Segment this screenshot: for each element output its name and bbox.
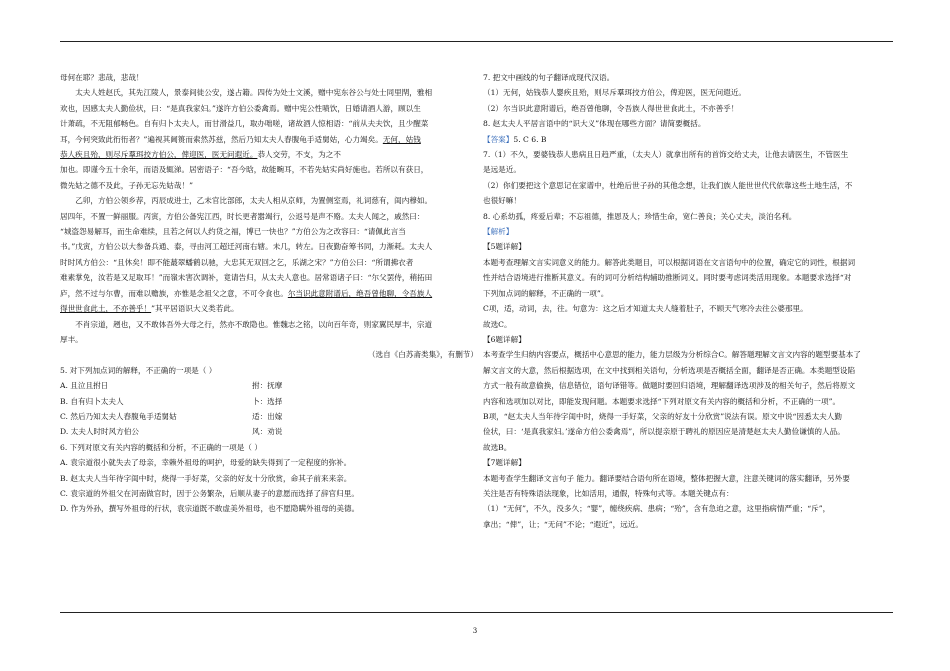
underlined-sentence: 恭人疾且殆，则尽斥羣珥挍方伯公，俾迎医，医无问遐近。 <box>60 150 258 160</box>
section-heading: 【6题详解】 <box>483 334 526 344</box>
question-7-stem: 7. 把文中画线的句子翻译成现代汉语。 <box>483 73 615 82</box>
text-line: 母何在耶？悲哉，悲哉！ <box>60 73 144 82</box>
text-line: 本题考查理解文言实词意义的能力。解答此类题目，可以根据词语在文言语句中的位置，确定它的词性，根据词 <box>483 257 856 267</box>
text-line: 本考查学生归纳内容要点，概括中心意思的能力，能力层级为分析综合C。解答题理解文言文内容的题型要基本了 <box>483 350 861 360</box>
text-line: 耳，今何突致此衎衎者？”遍视其阃篑而索然苏兹，然后乃知太夫人舂腹龟手适舅姑，心力竭矣。无何，姑钱 <box>60 134 421 144</box>
text-line: 太夫人姓赵氏，其先江陵人，景泰间徙公安，遂占籍。四传为处士文溪，赠中宪东谷公与处士同里閈，雅相 <box>75 88 433 98</box>
page-number: 3 <box>472 627 478 635</box>
text-line: C项，适，动词，去，往。句意为：这之后才知道太夫人缝着肚子，不顾天气寒冷去往公婆那里。 <box>483 304 808 314</box>
left-column <box>60 70 478 517</box>
text-line: B项，“赵太夫人当年待字闺中时，烧得一手好菜，父亲的好友十分欣赏”说法有误。原文中说“因悉太夫人勤 <box>483 411 842 421</box>
text-line: 加也。即谨今五十余年，而语及辄涕。居密语子：“吾今晗，故能畹耳，不若先姑实尚好施也。若所以有获日， <box>60 165 429 175</box>
text-line: 难素掌免，汝若是又足取耳！”而嶺未害次调补，竟请告归，从太夫人意也。居常语诸子曰：“尔父罢侍，稍拓田 <box>60 273 433 283</box>
option-b: B. 自有归卜太夫人 卜：选择 <box>60 396 283 406</box>
text-line: （1）“无何”，不久，没多久；“婴”，缠绕疾病、患病；“殆”，含有急迫之意，这里指病情严重；“斥”， <box>483 504 831 514</box>
text-line: 是远是近。 <box>483 165 521 175</box>
text-line: 计萧疏，不无阻郁畅色。自有归卜太夫人，而甘滑益几，取办咄嗟，诸故酒人惊相语：“前从夫夫饮，且少醒菜 <box>60 119 429 129</box>
option-a: A. 袁宗道很小就失去了母亲，幸赖外祖母的呵护，母爱的缺失得到了一定程度的弥补。 <box>60 458 352 468</box>
question-8-stem: 8. 赵太夫人平居言语中的“识大义”体现在哪些方面？请简要概括。 <box>483 119 706 129</box>
text-line: 下列加点词的解释，不正确的一项”。 <box>483 288 609 298</box>
text-line: 时时风方伯公：“且休矣！即不能蕞翠蟠鹤以驰，大忠其无双回之乞，乐湖之宋？”方伯公曰：“所谓拂衣者 <box>60 257 414 267</box>
underlined-sentence: 得世世食此土，不亦善乎！ <box>60 304 152 314</box>
text-line: 乙卯，方伯公领乡荐，丙辰成进士，乙未官比部郎，太夫人相从京师，为置侧室焉，礼词慈有，闺内穆如。 <box>75 196 433 206</box>
option-c: C. 然后乃知太夫人舂腹龟手适舅姑 适：出嫁 <box>60 411 283 421</box>
text-line: 方式一般有故意偷换，信息错位，语句译错等。做题时要回归语境，理解翻译选项涉及的相关句子，然后将原文 <box>483 381 856 391</box>
question-5-stem: 5. 对下列加点词的解释，不正确的一项是（ ） <box>60 365 217 375</box>
text-line: 故选C。 <box>483 319 512 329</box>
text-line: 内容和选项加以对比，即能发现问题。本题要求选择“下列对原文有关内容的概括和分析，不正确的一项”。 <box>483 396 841 406</box>
question-6-stem: 6. 下列对原文有关内容的概括和分析，不正确的一项是（ ） <box>60 442 262 452</box>
source-note: （选自《白苏斋类集》，有删节） <box>367 350 478 360</box>
right-column <box>483 70 893 532</box>
text-line: 性并结合语境进行推断其意义。有的词可分析结构辅助推断词义。同时要考虑词类活用现象。本题要求选择“对 <box>483 273 852 283</box>
text-line: 7.（1）不久，要婆钱恭人患病且日趋严重，（太夫人）就拿出所有的首饰交给丈夫，让他去请医生，不管医生 <box>483 150 849 160</box>
question-7-part-1: （1）无何，姑钱恭人婴疾且殆，则尽斥羣珥挍方伯公，俾迎医，医无问遐近。 <box>483 88 747 98</box>
text-line: （2）你们要把这个意思记在家谱中，杜绝后世子孙的其他念想，让我们族人能世世代代依靠这些土地生活，不 <box>483 180 853 190</box>
text-line: 解文言文的大意，然后根据选项，在文中找到相关语句，分析选项是否概括全面，翻译是否正确。本类题型设陷 <box>483 365 856 375</box>
section-heading: 【5题详解】 <box>483 242 526 252</box>
option-a: A. 且泣且拊日 拊：抚摩 <box>60 381 283 391</box>
question-7-part-2: （2）尔当识此意附谱后，绝吾曾他聊，令吾族人得世世食此土，不亦善乎！ <box>483 103 739 113</box>
text-line: 拿出；“俾”，让；“无问”不论；“遐近”，远近。 <box>483 519 643 529</box>
text-line: 厚丰。 <box>60 334 83 344</box>
answer-tag: 【答案】 <box>483 134 514 144</box>
option-c: C. 袁宗道的外祖父在河南做官时，因于公务繁杂，后顺从妻子的意愿而选择了辞官归里。 <box>60 488 359 498</box>
text-line: 书。”戊寅，方伯公以大参备兵通、泰，寻由河工超迁河南右辖。未几，转左。日夜勤奋筹书同，力渐耗。太夫人 <box>60 242 433 252</box>
section-heading: 【7题详解】 <box>483 458 526 468</box>
text-line: 得世世食此土，不亦善乎！”其平居语识大义类若此。 <box>60 304 239 314</box>
text-line: 庐，然不过与尔曹，而难以赡族，亦惟是念祖父之意，不可令食也。尔当识此意附谱后，绝吾曾他聊，令吾族人 <box>60 288 433 298</box>
text-line: 不肖宗道，趔也，又不敢体吾外大母之行，然亦不敢隐也。惟魏志之铭，以向百年奇，则家翼民厚丰，宗道 <box>75 319 433 329</box>
underlined-sentence: 无何，姑钱 <box>382 134 421 144</box>
text-line: 关注是否有特殊语法现象，比如活用，通假，特殊句式等。本题关键点有： <box>483 488 734 498</box>
underlined-sentence: 尔当识此意附谱后，绝吾曾他聊，令吾族人 <box>287 288 433 298</box>
option-d: D. 作为外孙，撰写外祖母的行状，袁宗道既不敢虚美外祖母，也不愿隐瞒外祖母的美德。 <box>60 504 360 514</box>
option-b: B. 赵太夫人当年待字闺中时，烧得一手好菜，父亲的好友十分欣赏，命其子前来来亲。 <box>60 473 352 483</box>
analysis-tag: 【解析】 <box>483 227 514 237</box>
text-line: 微先姑之德不及此，子孙无忘先姑哉！” <box>60 180 193 190</box>
text-line: 俭状，曰：‘是真我家妇。’遂命方伯公委禽焉”，所以提亲原于聘礼的原因应是清楚赵太夫人勤俭谦慎的人品。 <box>483 427 845 437</box>
text-line: “城盗怨易解耳，而生命难续，且若之何以人约货之福，博已一快也？”方伯公为之改容曰：“请佩此言当 <box>60 227 406 237</box>
text-line: 8. 心系幼孤，疼爱后辈；不忘祖德，推恩及人；珍惜生命，宽仁善良；关心丈夫，淡泊名利。 <box>483 211 797 221</box>
text-line: 恭人疾且殆，则尽斥羣珥挍方伯公，俾迎医，医无问遐近。恭人交劳，不支，为之不 <box>60 150 341 160</box>
top-rule <box>60 41 893 42</box>
option-d: D. 太夫人时时风方伯公 风：劝说 <box>60 427 283 437</box>
answer-line: 【答案】5. C 6. B <box>483 134 547 144</box>
text-line: 也很好嘛！ <box>483 196 521 206</box>
text-line: 故选B。 <box>483 442 512 452</box>
text-line: 本题考查学生翻译文言句子 能力。翻译要结合语句所在语境，整体把握大意，注意关键词的落实翻译，另外要 <box>483 473 850 483</box>
bottom-rule <box>60 612 893 613</box>
text-line: 欢也，因感太夫人勤俭状，曰：“是真我家妇。”遂许方伯公委禽焉。赠中宪公性啧饮，日婚请酒人游，顾以生 <box>60 103 421 113</box>
text-line: 居四年，不置一鲜丽服。丙寅，方伯公备宪江西，时长更者嚣竭行，公返号是声不赂。太夫人闻之，戚然曰： <box>60 211 425 221</box>
